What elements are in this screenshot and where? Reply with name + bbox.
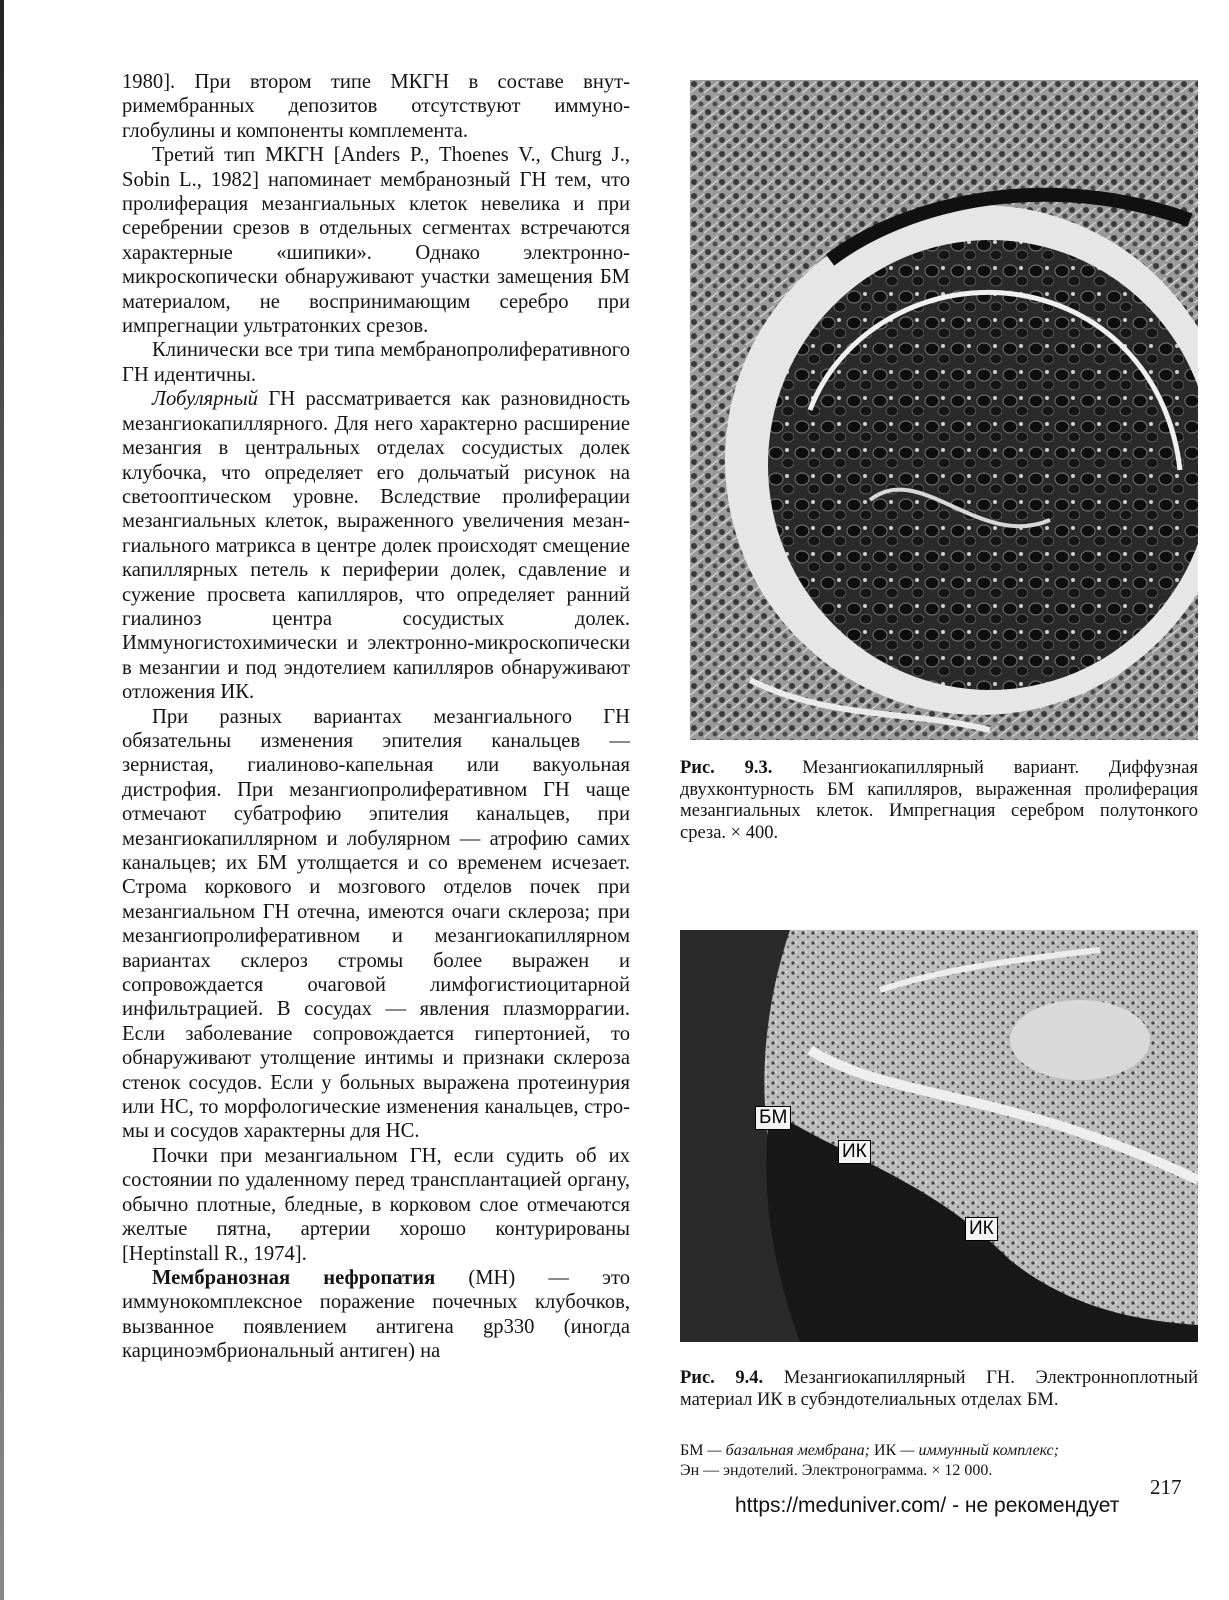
term-lobular: Лобулярный [152,388,258,411]
figure-caption-9-4 [680,1368,1198,1411]
figure-electron-micrograph-9-4 [680,930,1198,1342]
figure-label: Рис. 9.4. [680,1368,764,1388]
paragraph: 1980]. При втором типе МКГН в составе внутримембранных депозитов отсутствуют иммуноглобулины и компоненты комплемента. [122,71,630,142]
figure-legend-9-4 [680,1441,1198,1481]
source-watermark: https://meduniver.com/ - не рекомендует [735,1494,1120,1517]
legend-def-ik: — иммунный комплекс; [896,1442,1059,1459]
page-number: 217 [1150,1475,1182,1499]
figure-label: Рис. 9.3. [680,758,773,778]
paragraph-body: ГН рассматривается как разновидность мезангиокапиллярного. Для него характерно расширение мезангия в центральных отделах сосудистых долек клубочка, что определяет его дольчатый рисунок на светооптическом уровне. Вследствие пролиферации мезангиальных клеток, выраженного увеличения мезангиального матрикса в центре долек происходят смещение капиллярных петель к периферии долек, сдавление и сужение просвета капилляров, что определяет ранний гиалиноз центра сосудистых долек. Иммуногистохимически и электронно-микроскопически в мезангии и под эндотелием капилляров обнаруживают отложения ИК. [122,388,630,704]
paragraph-body: (МН) — это иммунокомплексное поражение почечных клубочков, вызванное появлением антигена gp330 (иногда карциноэмбриональный антиген) на [122,1266,630,1363]
main-text-column [122,70,630,1364]
legend-endothelium: Эн — эндотелий. Электронограмма. × 12 000. [680,1462,993,1479]
paragraph: Клинически все три типа мембранопролиферативного ГН идентичны. [122,339,630,386]
paragraph: Почки при мезангиальном ГН, если судить об их состоянии по удаленному перед трансплантацией органу, обычно плотные, бледные, в корковом слое отмечаются желтые пятна, артерии хорошо контурированы [Heptinstall R., 1974]. [122,1144,630,1265]
paragraph: При разных вариантах мезангиального ГН обязательны изменения эпителия канальцев — зернистая, гиалиново-капельная или вакуольная дистрофия. При мезангиопролиферативном ГН чаще отмечают субатрофию эпителия канальцев, при мезангиокапиллярном и лобулярном — атрофию самих канальцев; их БМ утолщается и со временем исчезает. Строма коркового и мозгового отделов почек при мезангиальном ГН отечна, имеются очаги склероза; при мезангиопролиферативном и мезангиокапиллярном вариантах склероз стромы более выражен и сопровождается очаговой лимфогистиоцитарной инфильтрацией. В сосудах — явления плазморрагии. Если заболевание сопровождается гипертонией, то обнаруживают утолщение интимы и признаки склероза стенок сосудов. Если у больных выражена протеинурия или НС, то морфологические изменения канальцев, стромы и сосудов характерны для НС. [122,705,630,1143]
em-marker-ik-2: ИК [965,1217,998,1241]
paragraph: Третий тип МКГН [Anders P., Thoenes V., Churg J., Sobin L., 1982] напоминает мембранозный ГН тем, что пролиферация мезангиальных клеток невелика и при серебрении срезов в отдельных сегментах встречаются характерные «шипики». Однако электронно-микроскопически обнаруживают участки замещения БМ материалом, не воспринимающим серебро при импрегнации ультратонких срезов. [122,144,630,338]
caption-text: Мезангиокапиллярный вариант. Диффузная двухконтурность БМ капилляров, выраженная пролиферация мезангиальных клеток. Импрегнация серебром полутонкого среза. × 400. [680,758,1199,843]
paragraph [122,1266,630,1364]
legend-abbr-bm: БМ [680,1442,704,1459]
figure-caption-9-3 [680,758,1198,844]
figure-micrograph-9-3 [690,80,1198,740]
legend-def-bm: — базальная мембрана; [703,1442,875,1459]
micrograph-image [690,80,1198,740]
em-marker-bm: БМ [755,1106,791,1130]
legend-abbr-ik: ИК [874,1442,897,1459]
scan-edge [0,0,4,1600]
paragraph [122,387,630,704]
electron-micrograph-image [680,930,1198,1342]
term-membranous-nephropathy: Мембранозная нефропатия [152,1266,436,1289]
caption-text: Мезангиокапиллярный ГН. Электронноплотный материал ИК в субэндотелиальных отделах БМ. [680,1368,1198,1410]
em-marker-ik-1: ИК [838,1140,871,1164]
